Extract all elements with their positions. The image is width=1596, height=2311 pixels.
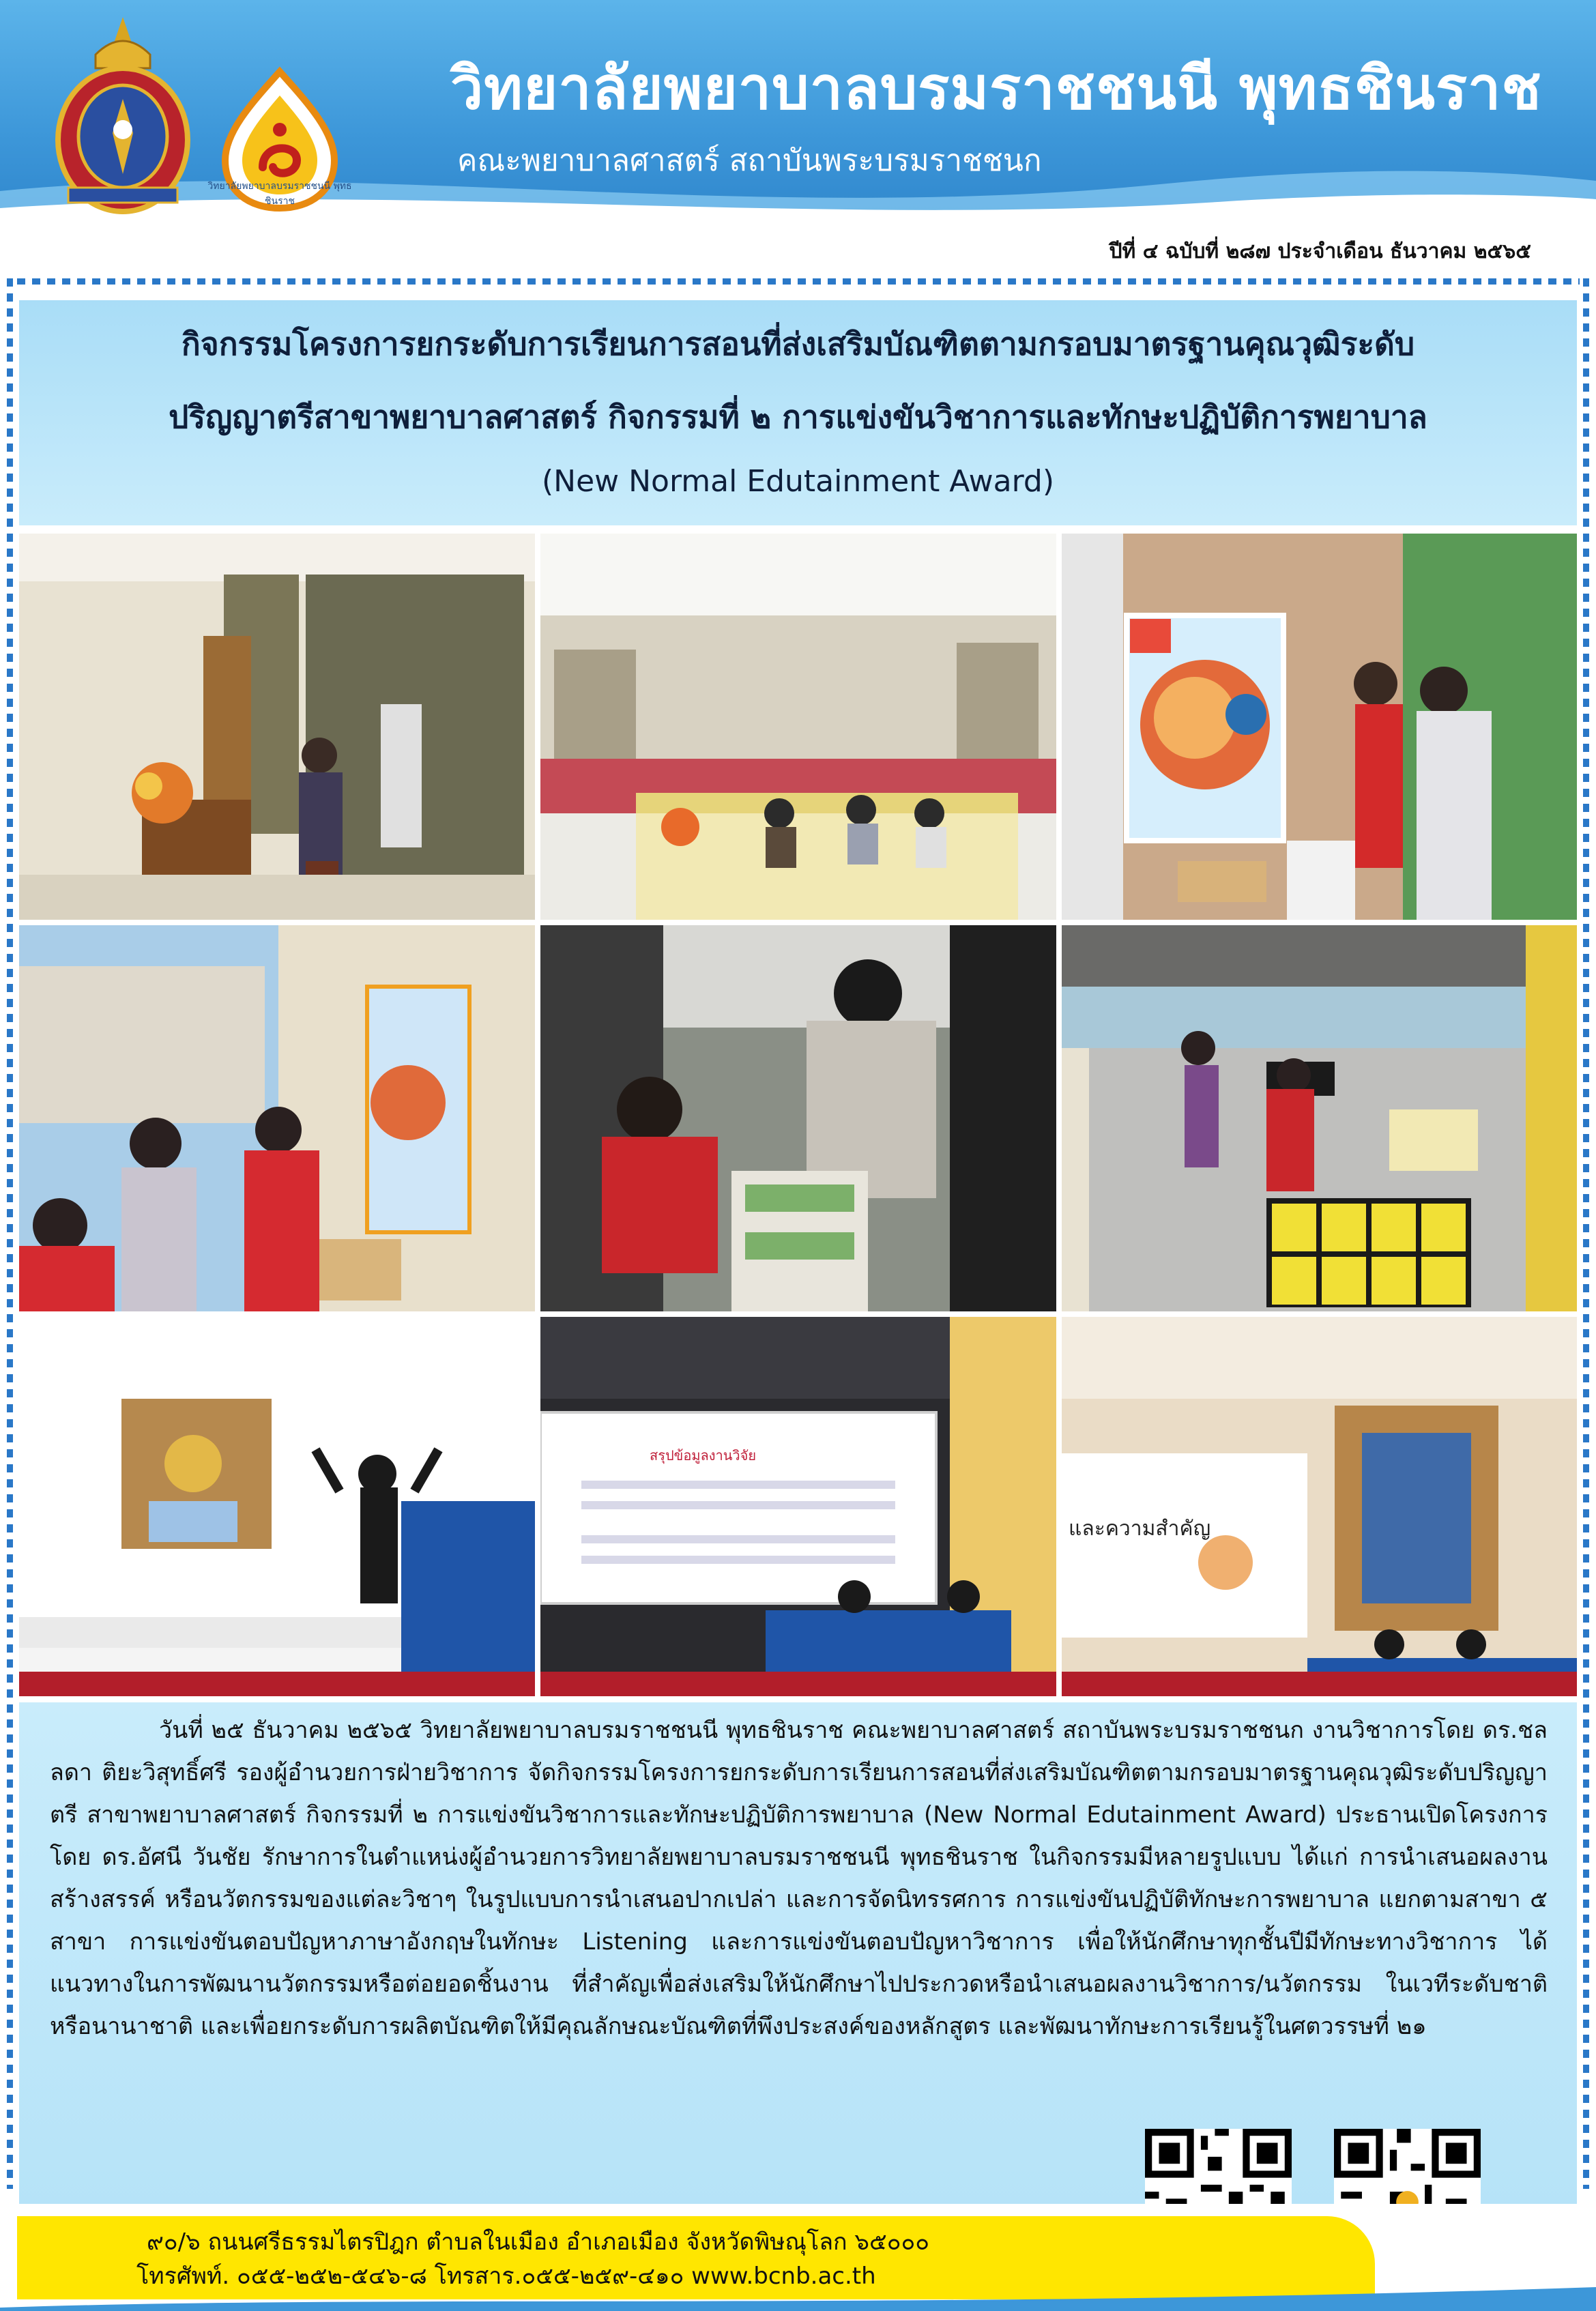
article-text: วันที่ ๒๕ ธันวาคม ๒๕๖๕ วิทยาลัยพยาบาลบรมราชชนนี พุทธชินราช คณะพยาบาลศาสตร์ สถาบันพระบรมราชชนก งานวิชาการโดย ดร.ชลลดา ติยะวิสุทธิ์ศรี รองผู้อำนวยการฝ่ายวิชาการ จัดกิจกรรมโครงการยกระดับการเรียนการสอนที่ส่งเสริมบัณฑิตตามกรอบมาตรฐานคุณวุฒิระดับปริญญาตรี สาขาพยาบาลศาสตร์ กิจกรรมที่ ๒ การแข่งขันวิชาการและทักษะปฏิบัติการพยาบาล (New Normal Edutainment Award) ประธานเปิดโครงการโดย ดร.อัศนี วันชัย รักษาการในตำแหน่งผู้อำนวยการวิทยาลัยพยาบาลบรมราชชนนี พุทธชินราช ในกิจกรรมมีหลายรูปแบบ ได้แก่ การนำเสนอผลงานสร้างสรรค์ หรือนวัตกรรมของแต่ละวิชาๆ ในรูปแบบการนำเสนอปากเปล่า และการจัดนิทรรศการ การแข่งขันปฏิบัติทักษะการพยาบาล แยกตามสาขา ๕ สาขา การแข่งขันตอบปัญหาภาษาอังกฤษในทักษะ Listening และการแข่งขันตอบปัญหาวิชาการ เพื่อให้นักศึกษาทุกชั้นปีมีทักษะทางวิชาการ ได้แนวทางในการพัฒนานวัตกรรมหรือต่อยอดชิ้นงาน ที่สำคัญเพื่อส่งเสริมให้นักศึกษาไปประกวดหรือนำเสนอผลงานวิชาการ/นวัตกรรม ในเวทีระดับชาติ หรือนานาชาติ และเพื่อยกระดับการผลิตบัณฑิตให้มีคุณลักษณะบัณฑิตที่พึงประสงค์ของหลักสูตร และพัฒนาทักษะการเรียนรู้ในศตวรรษที่ ๒๑ (50, 1717, 1548, 2040)
article-paragraph (50, 1709, 1548, 2048)
college-name: วิทยาลัยพยาบาลบรมราชชนนี พุทธชินราช (450, 55, 1542, 123)
activity-title-box (19, 300, 1577, 525)
logo-caption: วิทยาลัยพยาบาลบรมราชชนนี พุทธชินราช (207, 181, 352, 207)
photo-number-grid-game (1062, 925, 1577, 1311)
footer-address: ๙๐/๖ ถนนศรีธรรมไตรปิฎก ตำบลในเมือง อำเภอเมือง จังหวัดพิษณุโลก ๖๕๐๐๐ (147, 2228, 930, 2256)
faculty-name: คณะพยาบาลศาสตร์ สถาบันพระบรมราชชนก (457, 143, 1042, 178)
frame-left-dashes (7, 278, 13, 2189)
activity-title-english: (New Normal Edutainment Award) (542, 464, 1054, 499)
frame-right-dashes (1583, 278, 1589, 2189)
slide-heading: สรุปข้อมูลงานวิจัย (650, 1447, 757, 1464)
photo-committee-table (540, 534, 1056, 920)
issue-info: ปีที่ ๔ ฉบับที่ ๒๘๗ ประจำเดือน ธันวาคม ๒๕๖๕ (1109, 239, 1531, 263)
photo-online-presentation (19, 1317, 535, 1696)
photo-opening-speech (19, 534, 535, 920)
footer-contact: โทรศัพท์. ๐๕๕-๒๕๒-๕๔๖-๘ โทรสาร.๐๕๕-๒๕๙-๔๑๐ www.bcnb.ac.th (136, 2263, 876, 2290)
photo-eye-model-exhibit (1062, 534, 1577, 920)
page-header (0, 0, 1596, 225)
activity-title-line1: กิจกรรมโครงการยกระดับการเรียนการสอนที่ส่งเสริมบัณฑิตตามกรอบมาตรฐานคุณวุฒิระดับ (181, 325, 1415, 362)
photo-judges-presentation (1062, 1317, 1577, 1696)
photo-skill-demo (540, 925, 1056, 1311)
activity-title-line2: ปริญญาตรีสาขาพยาบาลศาสตร์ กิจกรรมที่ ๒ การแข่งขันวิชาการและทักษะปฏิบัติการพยาบาล (169, 398, 1427, 435)
photo-research-presentation (540, 1317, 1056, 1696)
page-footer (0, 2204, 1596, 2311)
college-emblem-icon (48, 14, 198, 218)
slide-heading-2: และความสำคัญ (1069, 1517, 1211, 1541)
frame-top-dashes (17, 278, 1580, 285)
photo-students-exhibit (19, 925, 535, 1311)
